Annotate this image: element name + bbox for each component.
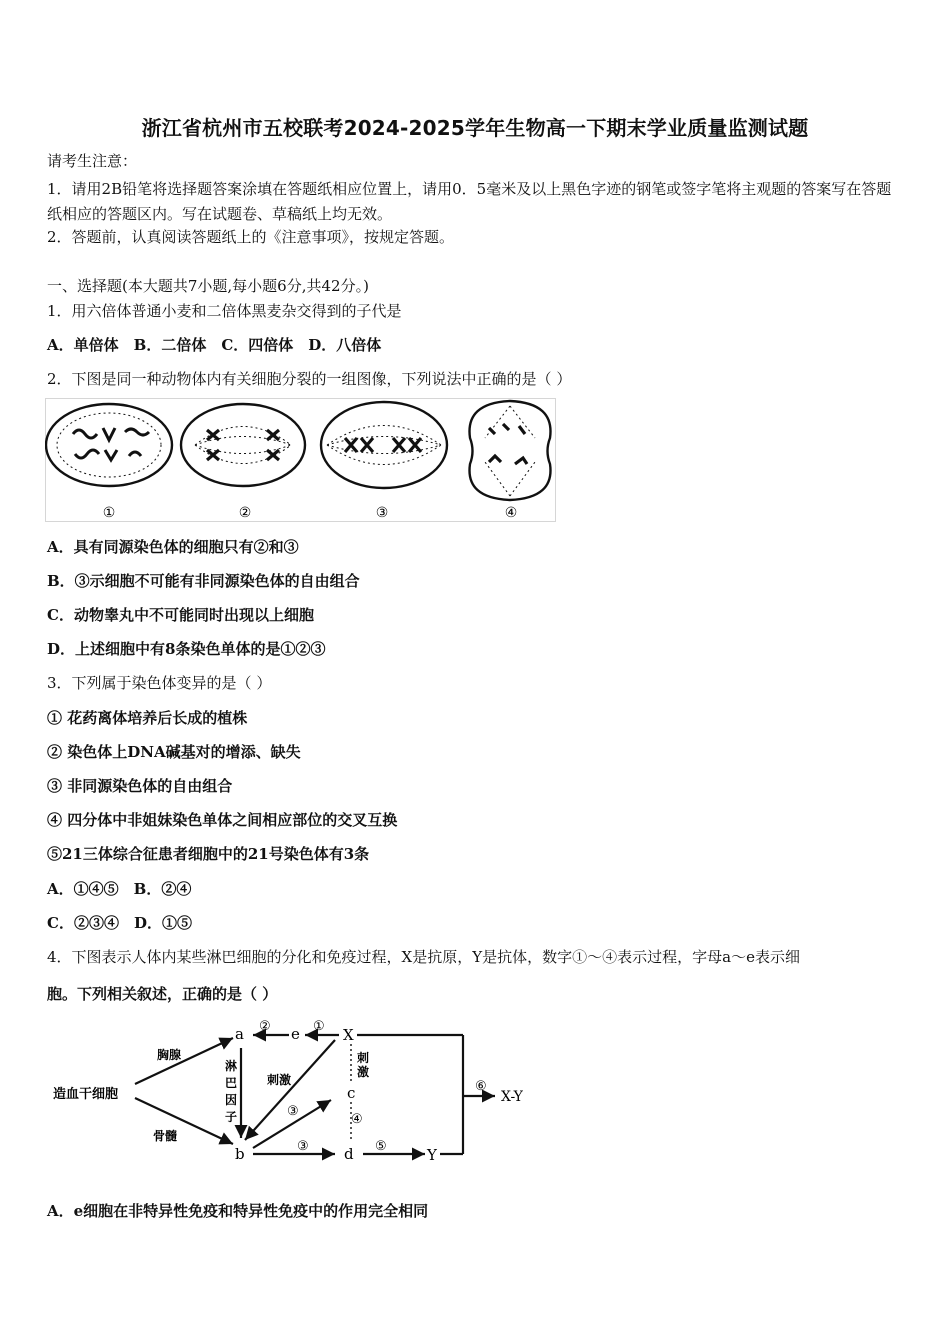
cell-d: d bbox=[344, 1145, 354, 1163]
q3-item-5: ⑤21三体综合征患者细胞中的21号染色体有3条 bbox=[47, 845, 370, 863]
q3-options-cd: C．②③④ D．①⑤ bbox=[47, 914, 192, 932]
cell-division-figure bbox=[45, 398, 556, 522]
step-3a: ③ bbox=[287, 1104, 299, 1119]
lymph-char-1: 淋 bbox=[225, 1059, 238, 1073]
label-stimulate-2b: 激 bbox=[357, 1065, 370, 1079]
q4-option-a: A．e细胞在非特异性免疫和特异性免疫中的作用完全相同 bbox=[47, 1202, 429, 1220]
q2-option-c: C．动物睾丸中不可能同时出现以上细胞 bbox=[47, 606, 314, 624]
fig-label-4: ④ bbox=[504, 505, 518, 521]
antigen-x: X bbox=[343, 1026, 354, 1044]
q3-item-4: ④ 四分体中非姐妹染色单体之间相应部位的交叉互换 bbox=[47, 811, 398, 829]
q1-options: A．单倍体 B．二倍体 C．四倍体 D．八倍体 bbox=[47, 336, 382, 354]
lymphocyte-diagram bbox=[45, 1012, 535, 1172]
label-thymus: 胸腺 bbox=[157, 1048, 182, 1062]
step-6: ⑥ bbox=[475, 1079, 487, 1094]
q3-stem: 3．下列属于染色体变异的是（ ） bbox=[47, 674, 272, 692]
cell-c: c bbox=[347, 1084, 356, 1102]
cell-3-image bbox=[321, 402, 447, 488]
q4-stem-line-1: 4．下图表示人体内某些淋巴细胞的分化和免疫过程，X是抗原，Y是抗体，数字①～④表示过程，字母a～e表示细 bbox=[47, 948, 800, 966]
q2-option-b: B．③示细胞不可能有非同源染色体的自由组合 bbox=[47, 572, 360, 590]
step-3b: ③ bbox=[297, 1139, 309, 1154]
cell-4-image bbox=[470, 401, 551, 500]
step-5: ⑤ bbox=[375, 1139, 387, 1154]
antibody-y: Y bbox=[427, 1146, 437, 1164]
label-marrow: 骨髓 bbox=[153, 1129, 178, 1143]
page-title: 浙江省杭州市五校联考2024-2025学年生物高一下期末学业质量监测试题 bbox=[141, 116, 809, 140]
q3-item-2: ② 染色体上DNA碱基对的增添、缺失 bbox=[47, 743, 301, 761]
fig-label-2: ② bbox=[238, 505, 252, 521]
notice-item-1: 1．请用2B铅笔将选择题答案涂填在答题纸相应位置上，请用0．5毫米及以上黑色字迹的钢笔或签字笔将主观题的答案写在答题纸相应的答题区内。写在试题卷、草稿纸上均无效。 bbox=[47, 180, 892, 223]
fig-label-3: ③ bbox=[375, 505, 389, 521]
q4-stem-line-2: 胞。下列相关叙述，正确的是（ ） bbox=[47, 985, 278, 1003]
label-stimulate-1: 刺激 bbox=[267, 1073, 292, 1087]
cell-1-image bbox=[46, 404, 172, 486]
cell-2-image bbox=[181, 404, 305, 486]
q3-item-3: ③ 非同源染色体的自由组合 bbox=[47, 777, 233, 795]
lymph-char-2: 巴 bbox=[225, 1076, 238, 1090]
lymph-char-3: 因 bbox=[225, 1093, 238, 1107]
cell-a: a bbox=[235, 1025, 244, 1043]
q2-option-d: D．上述细胞中有8条染色单体的是①②③ bbox=[47, 640, 326, 658]
step-4: ④ bbox=[351, 1112, 363, 1127]
q2-stem: 2．下图是同一种动物体内有关细胞分裂的一组图像，下列说法中正确的是（ ） bbox=[47, 370, 572, 388]
q2-option-a: A．具有同源染色体的细胞只有②和③ bbox=[47, 538, 299, 556]
step-2: ② bbox=[259, 1019, 271, 1034]
label-source: 造血干细胞 bbox=[53, 1087, 119, 1102]
notice-item-2: 2．答题前，认真阅读答题纸上的《注意事项》，按规定答题。 bbox=[47, 228, 455, 246]
cell-e: e bbox=[291, 1025, 300, 1043]
section-heading: 一、选择题(本大题共7小题,每小题6分,共42分。) bbox=[47, 277, 369, 295]
notice-heading: 请考生注意： bbox=[47, 152, 138, 170]
step-1: ① bbox=[313, 1019, 325, 1034]
label-stimulate-2a: 刺 bbox=[357, 1051, 370, 1065]
lymph-char-4: 子 bbox=[225, 1110, 238, 1124]
q3-item-1: ① 花药离体培养后长成的植株 bbox=[47, 709, 248, 727]
complex-xy: X-Y bbox=[501, 1089, 523, 1105]
cell-b: b bbox=[235, 1145, 245, 1163]
q1-stem: 1．用六倍体普通小麦和二倍体黑麦杂交得到的子代是 bbox=[47, 302, 402, 320]
fig-label-1: ① bbox=[102, 505, 116, 521]
q3-options-ab: A．①④⑤ B．②④ bbox=[47, 880, 192, 898]
